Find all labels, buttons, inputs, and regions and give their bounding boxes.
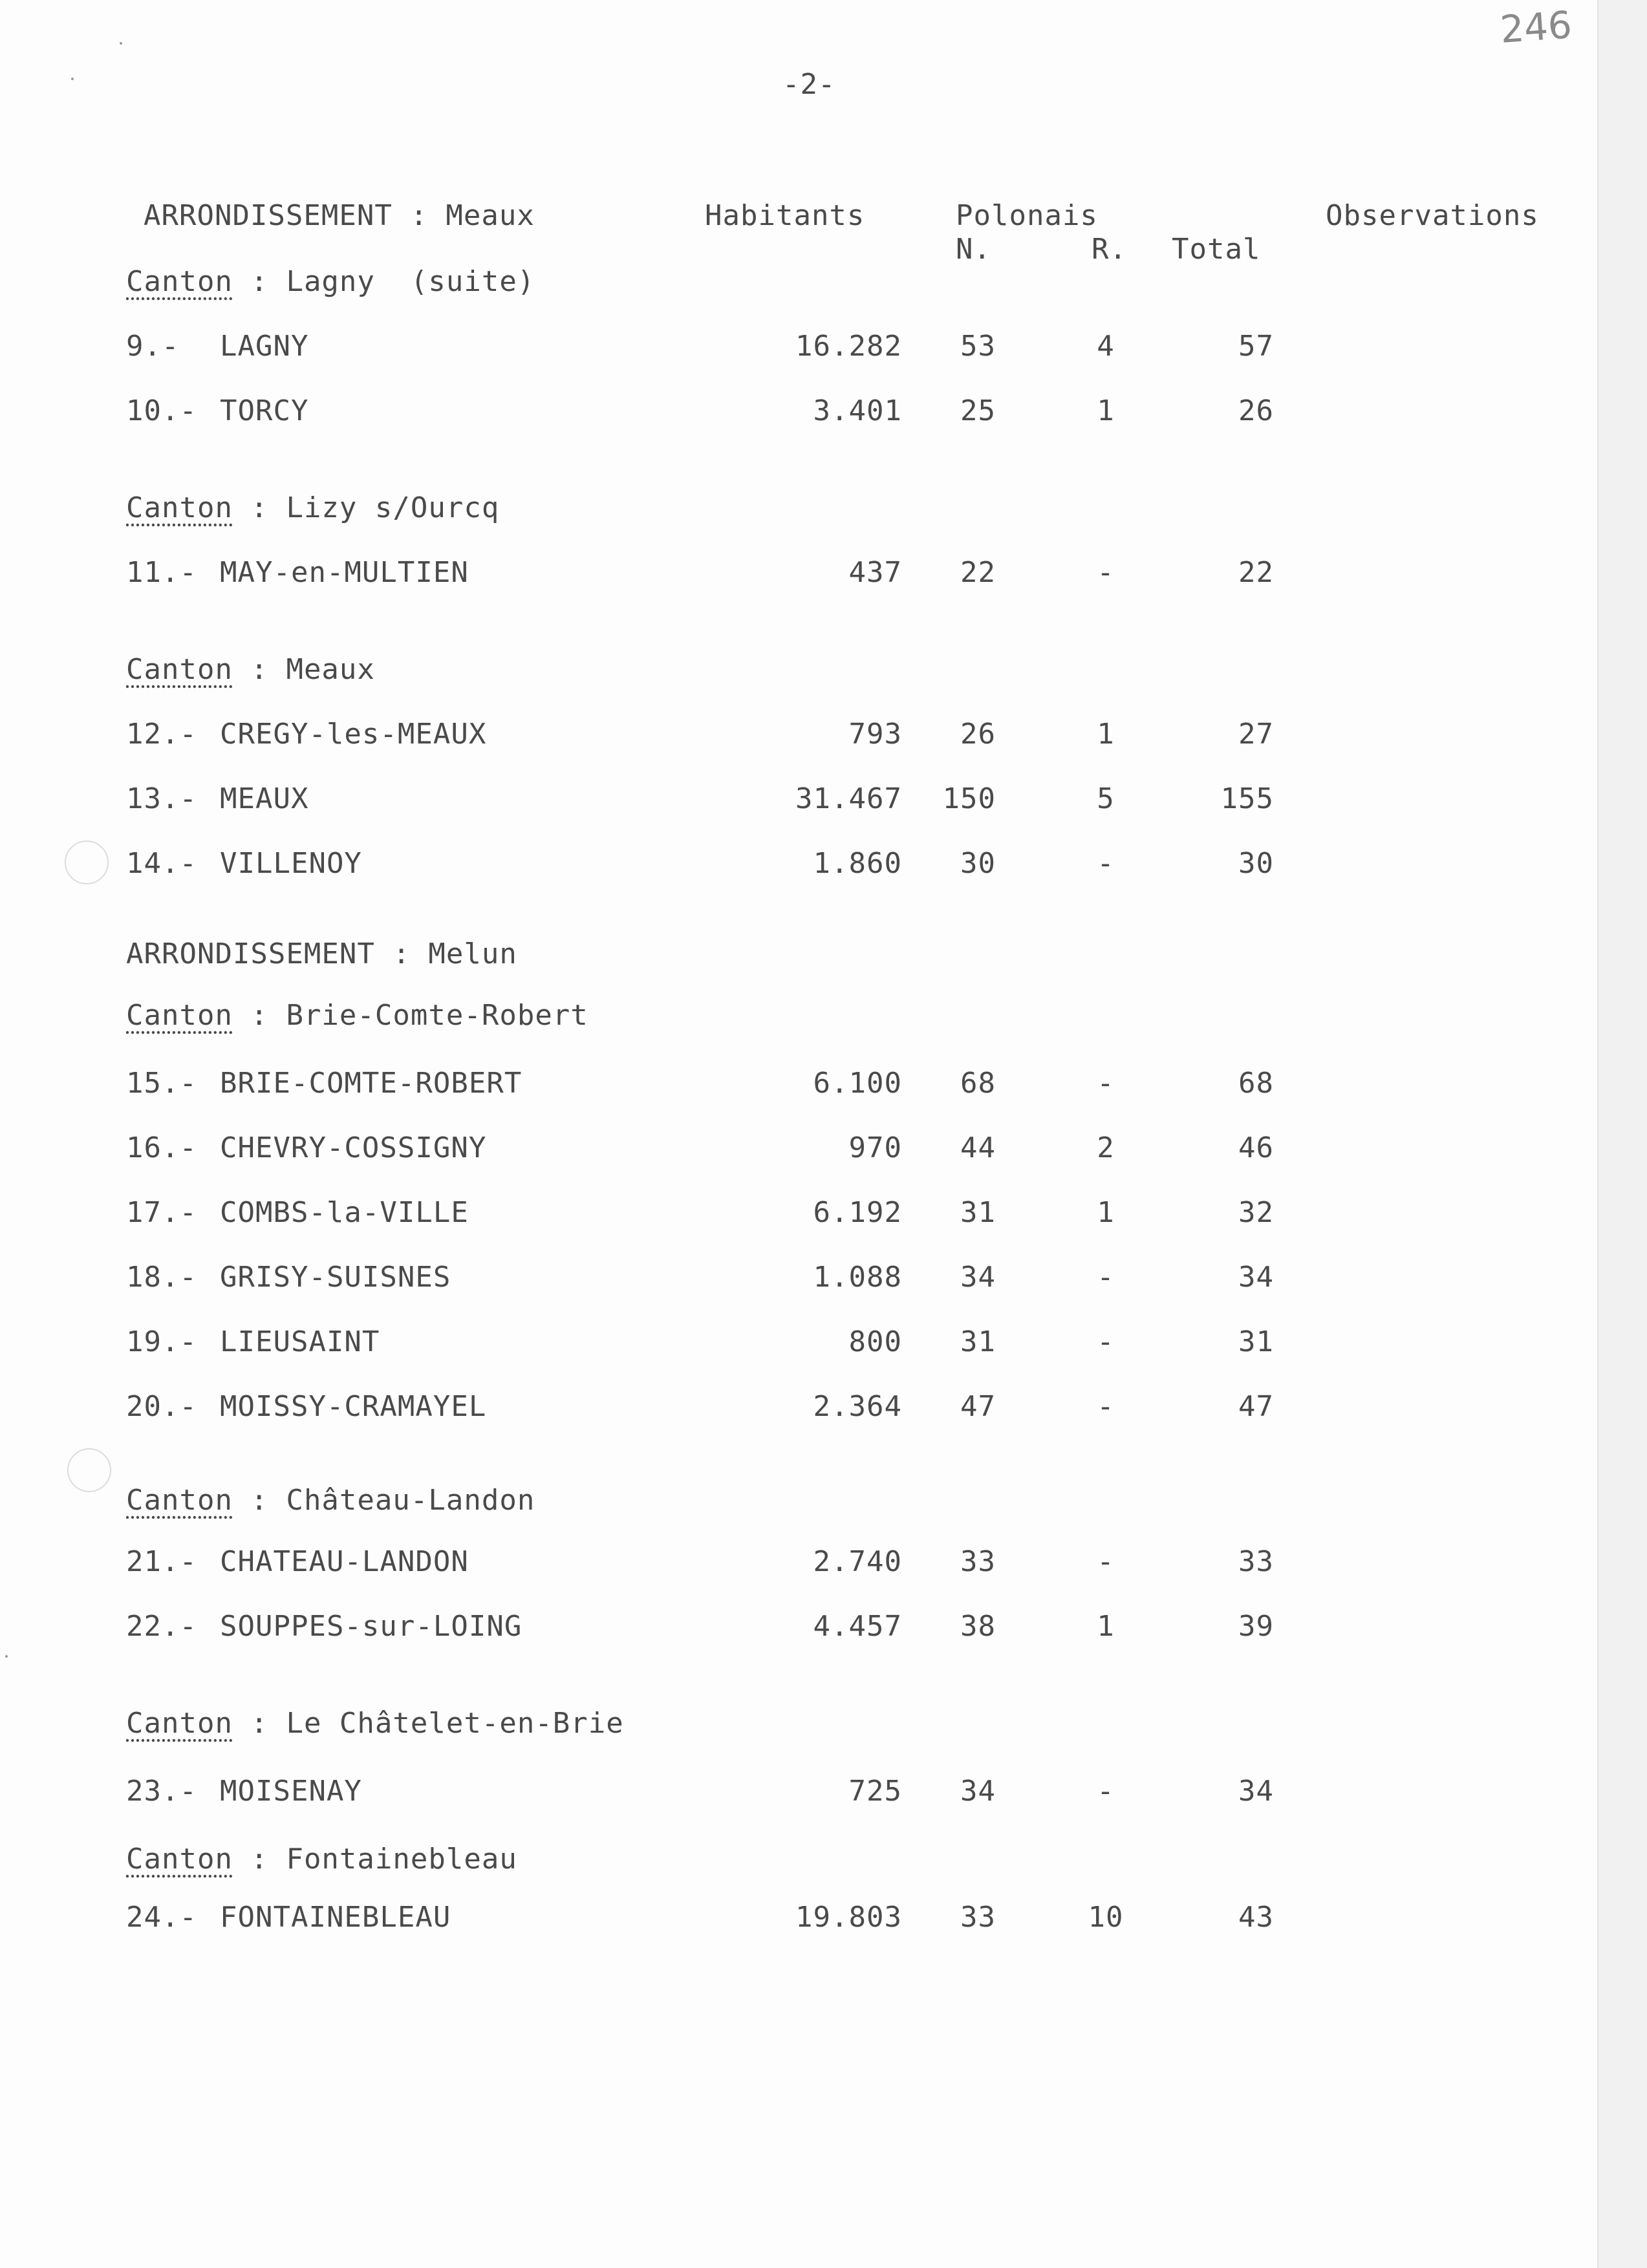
- habitants-value: 2.740: [813, 1545, 902, 1578]
- canton-heading: [126, 491, 499, 524]
- commune-name: LAGNY: [220, 330, 309, 363]
- row-number: 11.-: [126, 556, 197, 589]
- arrondissement-value: Meaux: [446, 199, 535, 232]
- speck: [71, 78, 74, 80]
- column-header-habitants: Habitants: [705, 199, 865, 232]
- polonais-r-value: 2: [1097, 1131, 1115, 1164]
- row-number: 9.-: [126, 330, 180, 363]
- canton-heading: [126, 653, 375, 686]
- polonais-r-value: 4: [1097, 330, 1115, 363]
- column-header-r: R.: [1092, 233, 1127, 266]
- commune-name: MOISSY-CRAMAYEL: [220, 1390, 487, 1423]
- column-header-total: Total: [1172, 233, 1261, 266]
- habitants-value: 16.282: [795, 330, 902, 363]
- canton-name: Le Châtelet-en-Brie: [286, 1707, 624, 1740]
- row-number: 12.-: [126, 718, 197, 751]
- polonais-n-value: 25: [960, 394, 996, 427]
- polonais-n-value: 47: [960, 1390, 996, 1423]
- canton-name: Meaux: [286, 653, 375, 686]
- row-number: 14.-: [126, 847, 197, 880]
- total-value: 46: [1238, 1131, 1274, 1164]
- habitants-value: 31.467: [795, 782, 902, 815]
- canton-heading: [126, 265, 535, 298]
- row-number: 21.-: [126, 1545, 197, 1578]
- total-value: 26: [1238, 394, 1274, 427]
- polonais-n-value: 68: [960, 1067, 996, 1100]
- total-value: 31: [1238, 1325, 1274, 1358]
- column-header-n: N.: [956, 233, 991, 266]
- polonais-n-value: 34: [960, 1261, 996, 1294]
- speck: [120, 42, 122, 45]
- polonais-n-value: 26: [960, 718, 996, 751]
- polonais-r-value: 5: [1097, 782, 1115, 815]
- separator: :: [250, 653, 268, 686]
- polonais-n-value: 31: [960, 1325, 996, 1358]
- row-number: 15.-: [126, 1067, 197, 1100]
- commune-name: FONTAINEBLEAU: [220, 1901, 451, 1934]
- polonais-r-value: 10: [1088, 1901, 1124, 1934]
- habitants-value: 3.401: [813, 394, 902, 427]
- canton-name: Lagny (suite): [286, 265, 535, 298]
- polonais-r-value: -: [1097, 556, 1115, 589]
- punch-hole-mark: [65, 840, 109, 884]
- polonais-n-value: 44: [960, 1131, 996, 1164]
- commune-name: CHATEAU-LANDON: [220, 1545, 469, 1578]
- canton-label: Canton: [126, 1843, 233, 1876]
- row-number: 22.-: [126, 1610, 197, 1643]
- separator: :: [393, 937, 411, 970]
- polonais-r-value: -: [1097, 1261, 1115, 1294]
- row-number: 13.-: [126, 782, 197, 815]
- total-value: 68: [1238, 1067, 1274, 1100]
- row-number: 16.-: [126, 1131, 197, 1164]
- separator: :: [250, 265, 268, 298]
- column-header-polonais: Polonais: [956, 199, 1098, 232]
- total-value: 57: [1238, 330, 1274, 363]
- polonais-n-value: 30: [960, 847, 996, 880]
- column-header-observations: Observations: [1326, 199, 1539, 232]
- commune-name: MAY-en-MULTIEN: [220, 556, 469, 589]
- polonais-r-value: 1: [1097, 718, 1115, 751]
- separator: :: [410, 199, 428, 232]
- habitants-value: 19.803: [795, 1901, 902, 1934]
- speck: [5, 1655, 8, 1658]
- canton-name: Brie-Comte-Robert: [286, 999, 588, 1032]
- habitants-value: 1.860: [813, 847, 902, 880]
- commune-name: GRISY-SUISNES: [220, 1261, 451, 1294]
- polonais-n-value: 33: [960, 1545, 996, 1578]
- total-value: 30: [1238, 847, 1274, 880]
- polonais-n-value: 34: [960, 1775, 996, 1808]
- arrondissement-label: ARRONDISSEMENT: [126, 937, 375, 970]
- separator: :: [250, 999, 268, 1032]
- canton-heading: [126, 1707, 624, 1740]
- total-value: 27: [1238, 718, 1274, 751]
- total-value: 33: [1238, 1545, 1274, 1578]
- page-edge: [1597, 0, 1647, 2268]
- commune-name: BRIE-COMTE-ROBERT: [220, 1067, 522, 1100]
- habitants-value: 2.364: [813, 1390, 902, 1423]
- row-number: 20.-: [126, 1390, 197, 1423]
- polonais-n-value: 38: [960, 1610, 996, 1643]
- polonais-n-value: 33: [960, 1901, 996, 1934]
- canton-label: Canton: [126, 999, 233, 1032]
- total-value: 32: [1238, 1196, 1274, 1229]
- polonais-r-value: -: [1097, 1545, 1115, 1578]
- canton-label: Canton: [126, 653, 233, 686]
- commune-name: COMBS-la-VILLE: [220, 1196, 469, 1229]
- canton-label: Canton: [126, 265, 233, 298]
- habitants-value: 6.100: [813, 1067, 902, 1100]
- canton-label: Canton: [126, 1484, 233, 1517]
- habitants-value: 437: [848, 556, 902, 589]
- separator: :: [250, 1484, 268, 1517]
- polonais-r-value: 1: [1097, 394, 1115, 427]
- row-number: 23.-: [126, 1775, 197, 1808]
- total-value: 39: [1238, 1610, 1274, 1643]
- total-value: 43: [1238, 1901, 1274, 1934]
- header-arrondissement: [144, 199, 535, 232]
- total-value: 155: [1220, 782, 1274, 815]
- commune-name: TORCY: [220, 394, 309, 427]
- page-number: -2-: [782, 68, 836, 101]
- polonais-r-value: -: [1097, 1067, 1115, 1100]
- commune-name: MEAUX: [220, 782, 309, 815]
- polonais-n-value: 150: [942, 782, 996, 815]
- canton-name: Lizy s/Ourcq: [286, 491, 500, 524]
- canton-name: Fontainebleau: [286, 1843, 517, 1876]
- habitants-value: 793: [848, 718, 902, 751]
- total-value: 34: [1238, 1261, 1274, 1294]
- arrondissement-name: Melun: [428, 937, 517, 970]
- canton-heading: [126, 1484, 535, 1517]
- punch-hole-mark: [67, 1448, 111, 1492]
- separator: :: [250, 1843, 268, 1876]
- polonais-r-value: 1: [1097, 1196, 1115, 1229]
- polonais-r-value: 1: [1097, 1610, 1115, 1643]
- habitants-value: 970: [848, 1131, 902, 1164]
- row-number: 19.-: [126, 1325, 197, 1358]
- canton-label: Canton: [126, 1707, 233, 1740]
- polonais-r-value: -: [1097, 1325, 1115, 1358]
- polonais-r-value: -: [1097, 847, 1115, 880]
- polonais-n-value: 22: [960, 556, 996, 589]
- arrondissement-heading: [126, 937, 517, 970]
- commune-name: SOUPPES-sur-LOING: [220, 1610, 522, 1643]
- separator: :: [250, 491, 268, 524]
- habitants-value: 1.088: [813, 1261, 902, 1294]
- habitants-value: 725: [848, 1775, 902, 1808]
- row-number: 10.-: [126, 394, 197, 427]
- total-value: 47: [1238, 1390, 1274, 1423]
- polonais-r-value: -: [1097, 1390, 1115, 1423]
- commune-name: CHEVRY-COSSIGNY: [220, 1131, 487, 1164]
- canton-label: Canton: [126, 491, 233, 524]
- canton-name: Château-Landon: [286, 1484, 535, 1517]
- commune-name: CREGY-les-MEAUX: [220, 718, 487, 751]
- habitants-value: 4.457: [813, 1610, 902, 1643]
- separator: :: [250, 1707, 268, 1740]
- habitants-value: 6.192: [813, 1196, 902, 1229]
- polonais-r-value: -: [1097, 1775, 1115, 1808]
- row-number: 24.-: [126, 1901, 197, 1934]
- commune-name: LIEUSAINT: [220, 1325, 380, 1358]
- canton-heading: [126, 1843, 517, 1876]
- total-value: 34: [1238, 1775, 1274, 1808]
- row-number: 18.-: [126, 1261, 197, 1294]
- arrondissement-label: ARRONDISSEMENT: [144, 199, 393, 232]
- commune-name: MOISENAY: [220, 1775, 362, 1808]
- handwritten-page-number: 246: [1498, 3, 1573, 52]
- canton-heading: [126, 999, 588, 1032]
- commune-name: VILLENOY: [220, 847, 362, 880]
- polonais-n-value: 31: [960, 1196, 996, 1229]
- total-value: 22: [1238, 556, 1274, 589]
- row-number: 17.-: [126, 1196, 197, 1229]
- habitants-value: 800: [848, 1325, 902, 1358]
- polonais-n-value: 53: [960, 330, 996, 363]
